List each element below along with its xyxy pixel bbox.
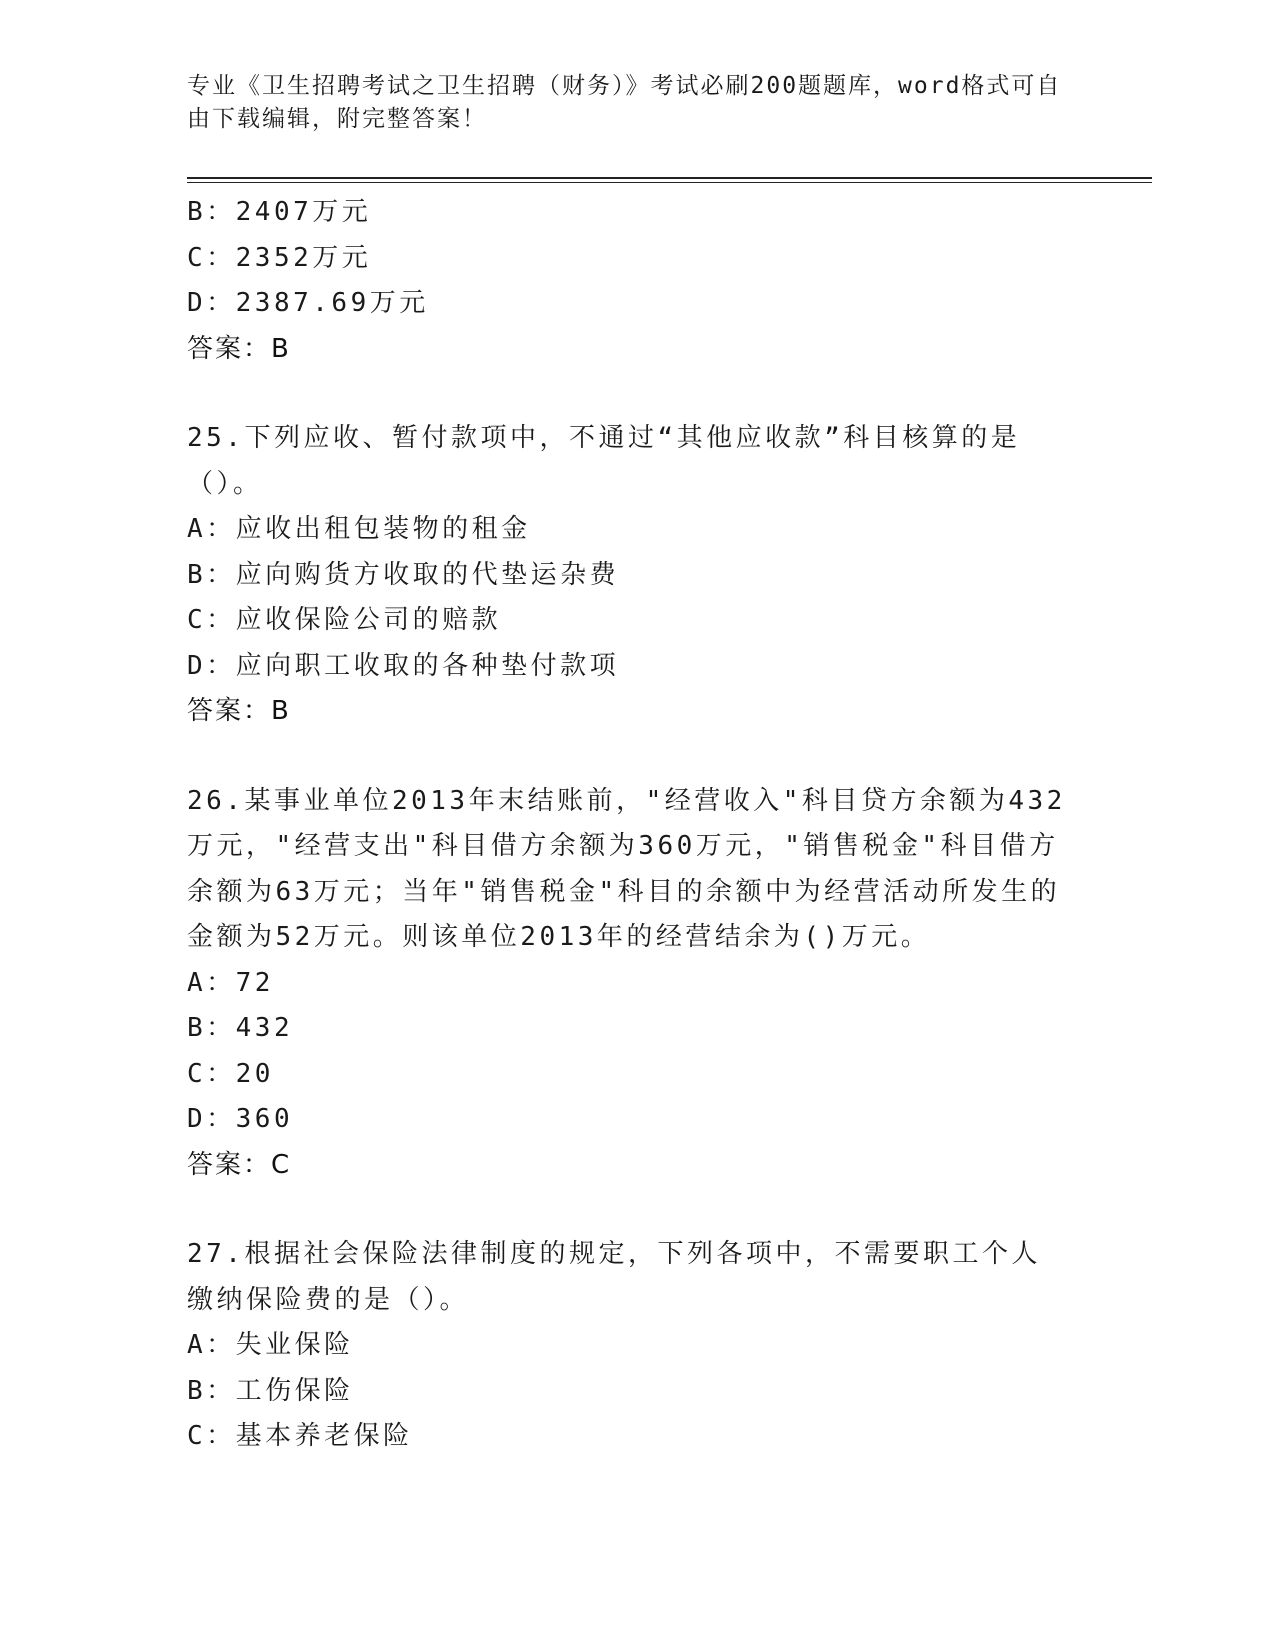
option-b: B：432	[187, 1013, 294, 1043]
option-d: D：360	[187, 1104, 294, 1134]
question-stem: 27.根据社会保险法律制度的规定，下列各项中，不需要职工个人缴纳保险费的是（）。	[187, 1239, 1041, 1315]
option-b: B：应向购货方收取的代垫运杂费	[187, 559, 620, 590]
question-stem: 25.下列应收、暂付款项中，不通过“其他应收款”科目核算的是（）。	[187, 423, 1021, 499]
question-26	[187, 779, 1087, 1189]
document-header: 专业《卫生招聘考试之卫生招聘（财务）》考试必刷200题题库，word格式可自由下载编辑，附完整答案！	[187, 73, 1062, 132]
option-d: D：应向职工收取的各种垫付款项	[187, 650, 620, 681]
option-c: C：20	[187, 1058, 274, 1089]
spacer	[187, 735, 1087, 779]
spacer	[187, 1188, 1087, 1232]
option-d: D：2387.69万元	[187, 288, 429, 318]
question-stem: 26.某事业单位2013年末结账前，"经营收入"科目贷方余额为432万元，"经营支出"科目借方余额为360万元，"销售税金"科目借方余额为63万元；当年"销售税金"科目的余额中为经营活动所发生的金额为52万元。则该单位2013年的经营结余为()万元。	[187, 785, 1066, 952]
question-25	[187, 416, 1087, 735]
option-c: C：2352万元	[187, 242, 372, 273]
option-a: A：失业保险	[187, 1330, 354, 1360]
question-list	[187, 190, 1087, 1460]
question-27	[187, 1232, 1087, 1460]
answer-key: 答案：B	[187, 333, 291, 364]
option-b: B：工伤保险	[187, 1375, 354, 1406]
question-24	[187, 190, 1087, 372]
option-c: C：基本养老保险	[187, 1421, 413, 1451]
spacer	[187, 372, 1087, 416]
answer-key: 答案：C	[187, 1149, 292, 1180]
option-a: A：应收出租包装物的租金	[187, 514, 531, 544]
option-a: A：72	[187, 967, 274, 998]
header-divider-thin	[187, 182, 1152, 183]
answer-key: 答案：B	[187, 696, 291, 726]
option-b: B：2407万元	[187, 197, 372, 227]
header-divider-thick	[187, 177, 1152, 179]
option-c: C：应收保险公司的赔款	[187, 605, 502, 635]
